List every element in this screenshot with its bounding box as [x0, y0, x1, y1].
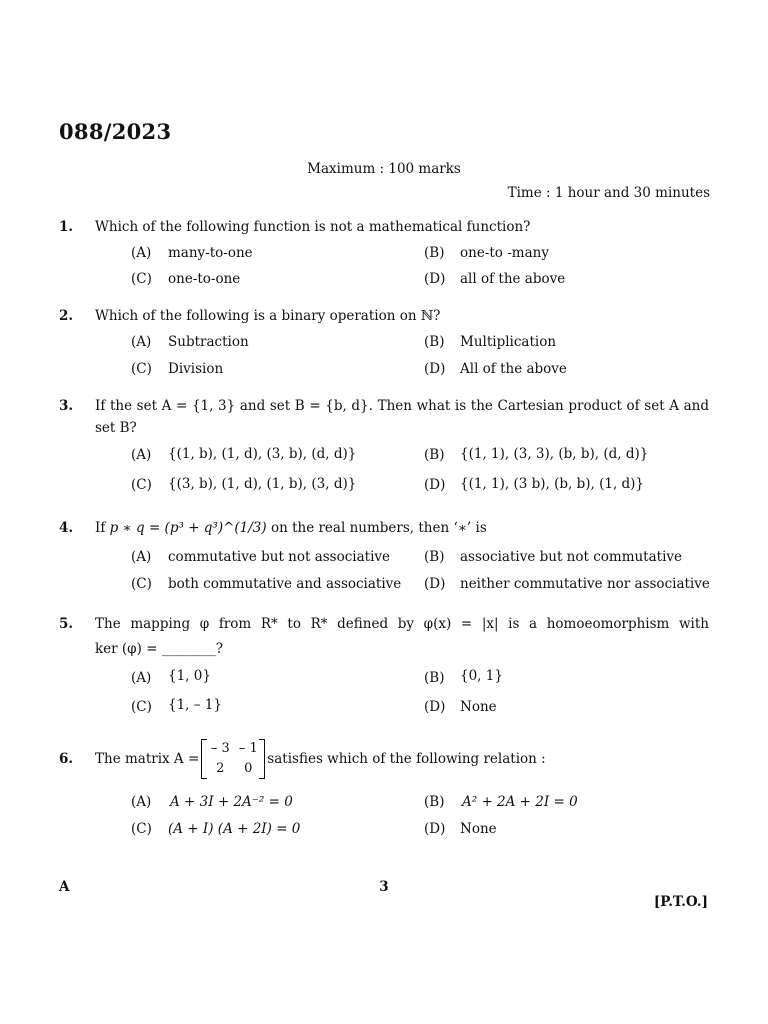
option-label: (A) [131, 447, 152, 463]
option-text: {(1, 1), (3 b), (b, b), (1, d)} [460, 476, 645, 492]
option-text: {0, 1} [460, 668, 503, 684]
option-label: (B) [424, 670, 445, 686]
question-text: Which of the following function is not a mathematical function? [95, 219, 531, 235]
option-text: {(1, b), (1, d), (3, b), (d, d)} [168, 446, 357, 462]
option-label: (C) [131, 699, 152, 715]
question-text-line-2: ker (φ) = ________? [95, 641, 224, 657]
option-label: (A) [131, 549, 152, 565]
option-label: (C) [131, 271, 152, 287]
option-text: None [460, 821, 497, 837]
option-text: A + 3I + 2A⁻² = 0 [170, 794, 293, 810]
option-text: associative but not commutative [460, 549, 683, 565]
option-text: neither commutative nor associative [460, 576, 710, 592]
question-number: 4. [59, 520, 74, 536]
series-code: A [59, 879, 70, 895]
option-text: Division [168, 361, 224, 377]
option-label: (D) [424, 361, 446, 377]
option-label: (B) [424, 447, 445, 463]
option-label: (B) [424, 245, 445, 261]
question-text: If p ∗ q = (p³ + q³)^(1/3) on the real numbers, then ‘∗’ is [95, 520, 487, 536]
option-label: (D) [424, 821, 446, 837]
option-text: All of the above [460, 361, 567, 377]
option-label: (C) [131, 361, 152, 377]
option-label: (A) [131, 670, 152, 686]
option-text: both commutative and associative [168, 576, 402, 592]
page-number: 3 [379, 879, 389, 895]
question-text: The matrix A = – 3 – 1 2 0 satisfies which of the following relation : [95, 738, 546, 780]
option-text: Multiplication [460, 334, 557, 350]
matrix-cell: – 1 [238, 741, 258, 756]
option-text: {1, 0} [168, 668, 211, 684]
question-text-line-1: The mapping φ from R* to R* defined by φ(x) = |x| is a homoeomorphism with [95, 616, 709, 632]
matrix-a [201, 739, 265, 779]
question-number: 6. [59, 751, 74, 767]
paper-code: 088/2023 [59, 119, 172, 144]
question-text: Which of the following is a binary operation on ℕ? [95, 308, 441, 324]
option-label: (D) [424, 576, 446, 592]
option-text: None [460, 699, 497, 715]
naturals-symbol: ℕ [420, 308, 434, 324]
option-text: Subtraction [168, 334, 249, 350]
option-label: (C) [131, 576, 152, 592]
option-label: (A) [131, 794, 152, 810]
option-label: (D) [424, 271, 446, 287]
option-text: (A + I) (A + 2I) = 0 [168, 821, 301, 837]
option-label: (A) [131, 245, 152, 261]
question-text-line-2: set B? [95, 420, 137, 436]
operation-formula: p ∗ q = (p³ + q³)^(1/3) [109, 520, 267, 536]
option-label: (A) [131, 334, 152, 350]
option-label: (C) [131, 477, 152, 493]
question-text-line-1: If the set A = {1, 3} and set B = {b, d}. Then what is the Cartesian product of set A and [95, 398, 709, 414]
option-text: many-to-one [168, 245, 253, 261]
option-text: all of the above [460, 271, 566, 287]
option-text: one-to-one [168, 271, 241, 287]
matrix-cell: 2 [216, 761, 225, 776]
option-text: {1, – 1} [168, 697, 222, 713]
option-label: (B) [424, 334, 445, 350]
matrix-cell: – 3 [210, 741, 230, 756]
option-text: {(3, b), (1, d), (1, b), (3, d)} [168, 476, 357, 492]
option-label: (C) [131, 821, 152, 837]
option-text: {(1, 1), (3, 3), (b, b), (d, d)} [460, 446, 649, 462]
question-number: 2. [59, 308, 74, 324]
maximum-marks: Maximum : 100 marks [307, 161, 461, 177]
option-text: commutative but not associative [168, 549, 391, 565]
time-allowed: Time : 1 hour and 30 minutes [507, 185, 710, 201]
option-text: A² + 2A + 2I = 0 [462, 794, 578, 810]
option-label: (B) [424, 549, 445, 565]
option-label: (D) [424, 699, 446, 715]
question-number: 1. [59, 219, 74, 235]
question-number: 3. [59, 398, 74, 414]
option-label: (B) [424, 794, 445, 810]
please-turn-over: [P.T.O.] [653, 894, 708, 910]
question-number: 5. [59, 616, 74, 632]
option-label: (D) [424, 477, 446, 493]
matrix-cell: 0 [244, 761, 253, 776]
option-text: one-to -many [460, 245, 549, 261]
